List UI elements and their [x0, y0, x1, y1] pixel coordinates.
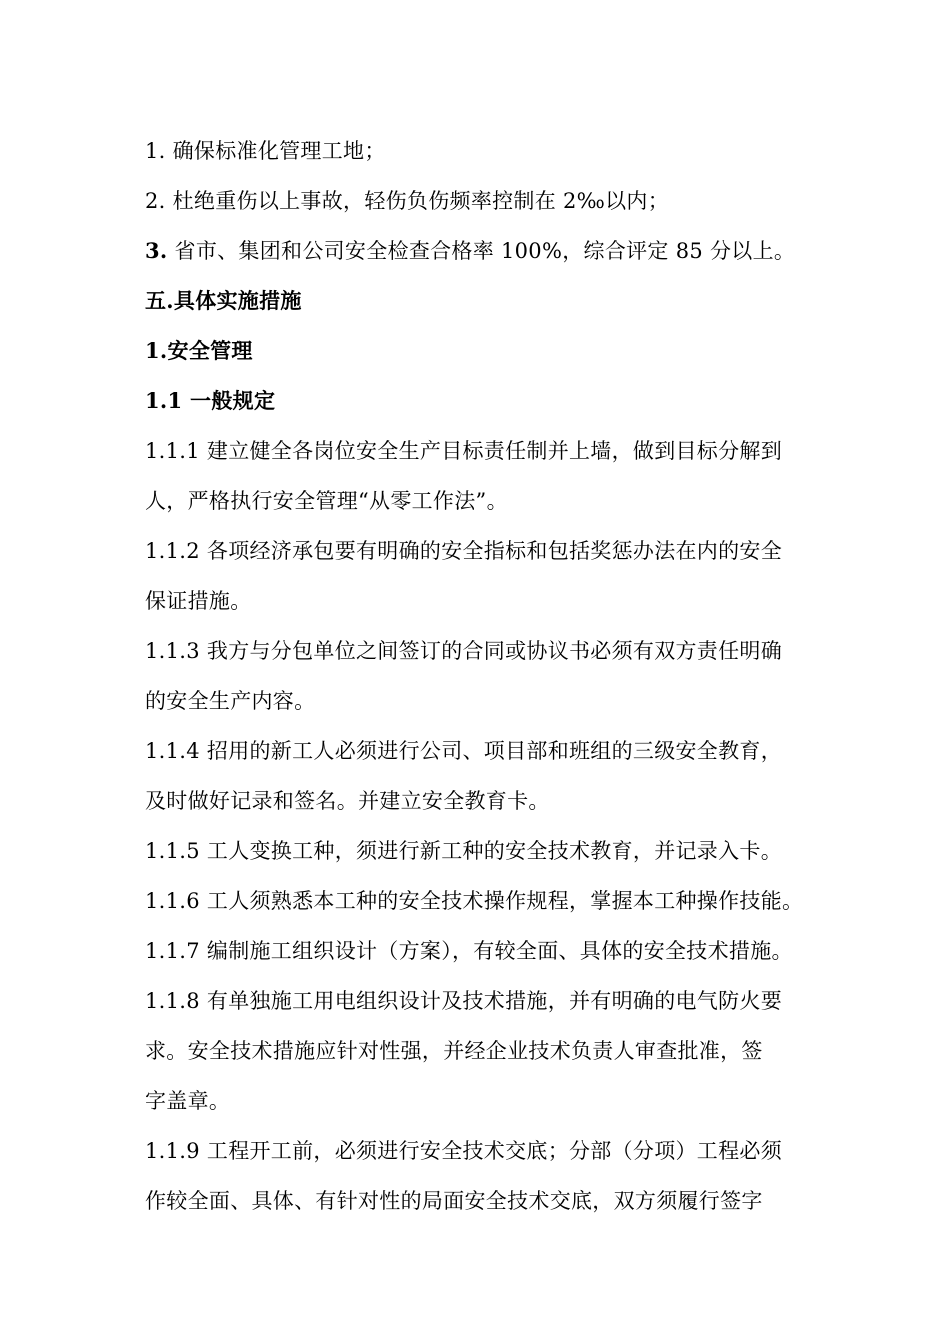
paragraph-line: 字盖章。 [145, 1089, 231, 1113]
goal-number: 3. [145, 238, 168, 263]
paragraph-line: 1.1.8 有单独施工用电组织设计及技术措施，并有明确的电气防火要 [145, 989, 783, 1013]
paragraph-line: 1.1.5 工人变换工种，须进行新工种的安全技术教育，并记录入卡。 [145, 839, 783, 863]
goal-text: 省市、集团和公司安全检查合格率 100%，综合评定 85 分以上。 [174, 239, 796, 263]
paragraph-line: 1.1.3 我方与分包单位之间签订的合同或协议书必须有双方责任明确 [145, 639, 783, 663]
goal-item-3 [145, 237, 825, 265]
section-heading: 五.具体实施措施 [145, 288, 302, 313]
goal-item-1 [145, 137, 825, 165]
goal-text: 确保标准化管理工地； [172, 139, 386, 163]
subsection-heading: 1.安全管理 [145, 338, 253, 363]
paragraph-line: 1.1.2 各项经济承包要有明确的安全指标和包括奖惩办法在内的安全 [145, 539, 783, 563]
goal-number: 1. [145, 139, 166, 163]
paragraph-line: 1.1.9 工程开工前，必须进行安全技术交底；分部（分项）工程必须 [145, 1139, 783, 1163]
goal-text: 杜绝重伤以上事故，轻伤负伤频率控制在 2‰以内； [172, 189, 670, 213]
paragraph-line: 及时做好记录和签名。并建立安全教育卡。 [145, 789, 550, 813]
paragraph-line: 保证措施。 [145, 589, 252, 613]
paragraph-line: 作较全面、具体、有针对性的局面安全技术交底，双方须履行签字 [145, 1189, 763, 1213]
paragraph-line: 求。安全技术措施应针对性强，并经企业技术负责人审查批准，签 [145, 1039, 763, 1063]
paragraph-line: 1.1.6 工人须熟悉本工种的安全技术操作规程，掌握本工种操作技能。 [145, 889, 804, 913]
paragraph-line: 1.1.1 建立健全各岗位安全生产目标责任制并上墙，做到目标分解到 [145, 439, 783, 463]
goal-number: 2. [145, 189, 166, 213]
paragraph-line: 人，严格执行安全管理“从零工作法”。 [145, 489, 508, 513]
goal-item-2 [145, 187, 825, 215]
paragraph-line: 1.1.7 编制施工组织设计（方案），有较全面、具体的安全技术措施。 [145, 939, 793, 963]
subsubsection-heading: 1.1 一般规定 [145, 388, 276, 413]
paragraph-line: 1.1.4 招用的新工人必须进行公司、项目部和班组的三级安全教育， [145, 739, 783, 763]
paragraph-line: 的安全生产内容。 [145, 689, 316, 713]
